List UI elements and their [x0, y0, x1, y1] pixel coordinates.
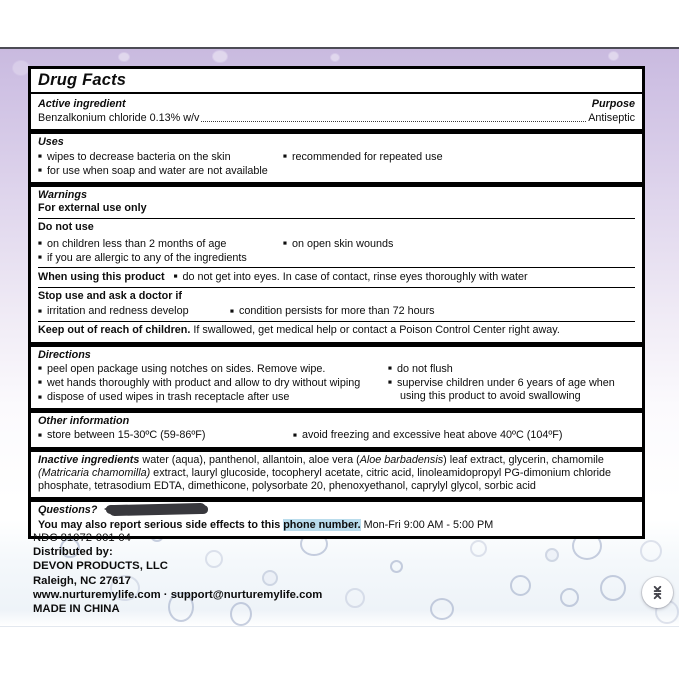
questions-header: Questions?	[38, 504, 98, 517]
keep-out-row	[38, 324, 635, 337]
warnings-header: Warnings	[38, 188, 87, 201]
active-ingredient-name: Benzalkonium chloride 0.13% w/v	[38, 112, 200, 125]
do-not-use-item: ■ on children less than 2 months of age	[38, 238, 283, 251]
water-droplet	[118, 52, 130, 62]
stop-use-item: ■ condition persists for more than 72 hours	[230, 305, 635, 318]
drug-facts-label	[28, 66, 645, 539]
directions-header: Directions	[38, 348, 91, 361]
collapse-arrows-icon	[649, 584, 666, 601]
dotted-leader	[201, 121, 586, 122]
do-not-use-item: ■ if you are allergic to any of the ingredients	[38, 252, 283, 265]
when-using-row	[38, 271, 635, 284]
bubble	[640, 540, 662, 562]
collapse-zoom-button[interactable]	[642, 577, 673, 608]
directions-item: ■ wet hands thoroughly with product and allow to dry without wiping	[38, 377, 388, 390]
uses-section	[31, 129, 642, 182]
divider	[38, 321, 635, 322]
uses-header: Uses	[38, 136, 64, 149]
purpose-header: Purpose	[591, 98, 635, 111]
directions-item: ■ do not flush	[388, 363, 635, 376]
redacted-phone-scribble	[106, 505, 208, 514]
directions-item: ■ peel open package using notches on sides. Remove wipe.	[38, 363, 388, 376]
bubble	[430, 598, 454, 620]
water-droplet	[608, 51, 619, 61]
directions-item: ■ supervise children under 6 years of age when using this product to avoid swallowing	[388, 377, 635, 403]
bubble	[345, 588, 365, 608]
bubble	[600, 575, 626, 601]
external-use-text: For external use only	[38, 202, 147, 215]
bubble	[560, 588, 579, 607]
divider	[38, 267, 635, 268]
ndc-code: NDC 81072-001-04	[33, 532, 131, 544]
made-in-label: MADE IN CHINA	[33, 603, 120, 616]
bubble	[470, 540, 487, 557]
drug-facts-title: Drug Facts	[31, 69, 642, 94]
website-text: www.nurturemylife.com	[33, 588, 161, 601]
phone-number-highlight: phone number.	[283, 519, 361, 532]
hours-text: Mon-Fri 9:00 AM - 5:00 PM	[363, 519, 494, 532]
bubble	[545, 548, 559, 562]
active-ingredient-section	[31, 94, 642, 129]
water-droplet	[212, 50, 228, 63]
divider	[38, 218, 635, 219]
directions-item: ■ dispose of used wipes in trash receptacle after use	[38, 391, 388, 404]
inactive-ingredients-section	[31, 447, 642, 498]
active-ingredient-purpose: Antiseptic	[588, 112, 635, 125]
keep-out-bold: Keep out of reach of children.	[38, 324, 191, 337]
separator-dot: ·	[163, 588, 168, 601]
warnings-section	[31, 182, 642, 342]
keep-out-text: If swallowed, get medical help or contact a Poison Control Center right away.	[193, 324, 560, 337]
bubble	[510, 575, 531, 596]
active-ingredient-header: Active ingredient	[38, 98, 126, 111]
other-information-section	[31, 408, 642, 446]
when-using-text: ■ do not get into eyes. In case of contact, rinse eyes thoroughly with water	[174, 271, 528, 283]
do-not-use-item: ■ on open skin wounds	[283, 238, 635, 251]
divider	[38, 287, 635, 288]
inactive-ingredients-text: extract, lauryl glucoside, tocopheryl acetate, citric acid, linoleamidopropyl PG-dimonium chloride phosphate, tetrasodium EDTA, dimethicone, polysorbate 20, phenoxyethanol, caprylyl glycol, sorbic acid	[38, 466, 612, 492]
inactive-ingredients-header: Inactive ingredients	[38, 453, 140, 466]
distributed-by-label: Distributed by:	[33, 546, 113, 559]
inactive-ingredients-text: water (aqua), panthenol, allantoin, aloe vera (	[142, 453, 360, 466]
directions-section	[31, 342, 642, 409]
bubble	[390, 560, 403, 573]
company-name: DEVON PRODUCTS, LLC	[33, 560, 168, 573]
stop-use-header: Stop use and ask a doctor if	[38, 290, 182, 303]
contact-line	[33, 588, 322, 602]
uses-item: ■ wipes to decrease bacteria on the skin	[38, 151, 283, 164]
latin-name: Aloe barbadensis	[359, 453, 444, 466]
do-not-use-header: Do not use	[38, 221, 94, 234]
latin-name: (Matricaria chamomilla)	[38, 466, 151, 479]
other-information-header: Other information	[38, 415, 130, 428]
uses-item: ■ for use when soap and water are not available	[38, 165, 283, 178]
other-information-item: ■ store between 15-30ºC (59-86ºF)	[38, 429, 293, 442]
city-state: Raleigh, NC 27617	[33, 574, 131, 587]
water-droplet	[330, 53, 340, 62]
inactive-ingredients-text: ) leaf extract, glycerin, chamomile	[443, 453, 604, 466]
distributor-info	[33, 531, 322, 616]
other-information-item: ■ avoid freezing and excessive heat above 40ºC (104ºF)	[293, 429, 635, 442]
report-side-effects-text: You may also report serious side effects to this	[38, 519, 281, 532]
email-text: support@nurturemylife.com	[170, 588, 323, 601]
when-using-header: When using this product	[38, 270, 165, 283]
stop-use-item: ■ irritation and redness develop	[38, 305, 230, 318]
uses-item: ■ recommended for repeated use	[283, 151, 635, 164]
